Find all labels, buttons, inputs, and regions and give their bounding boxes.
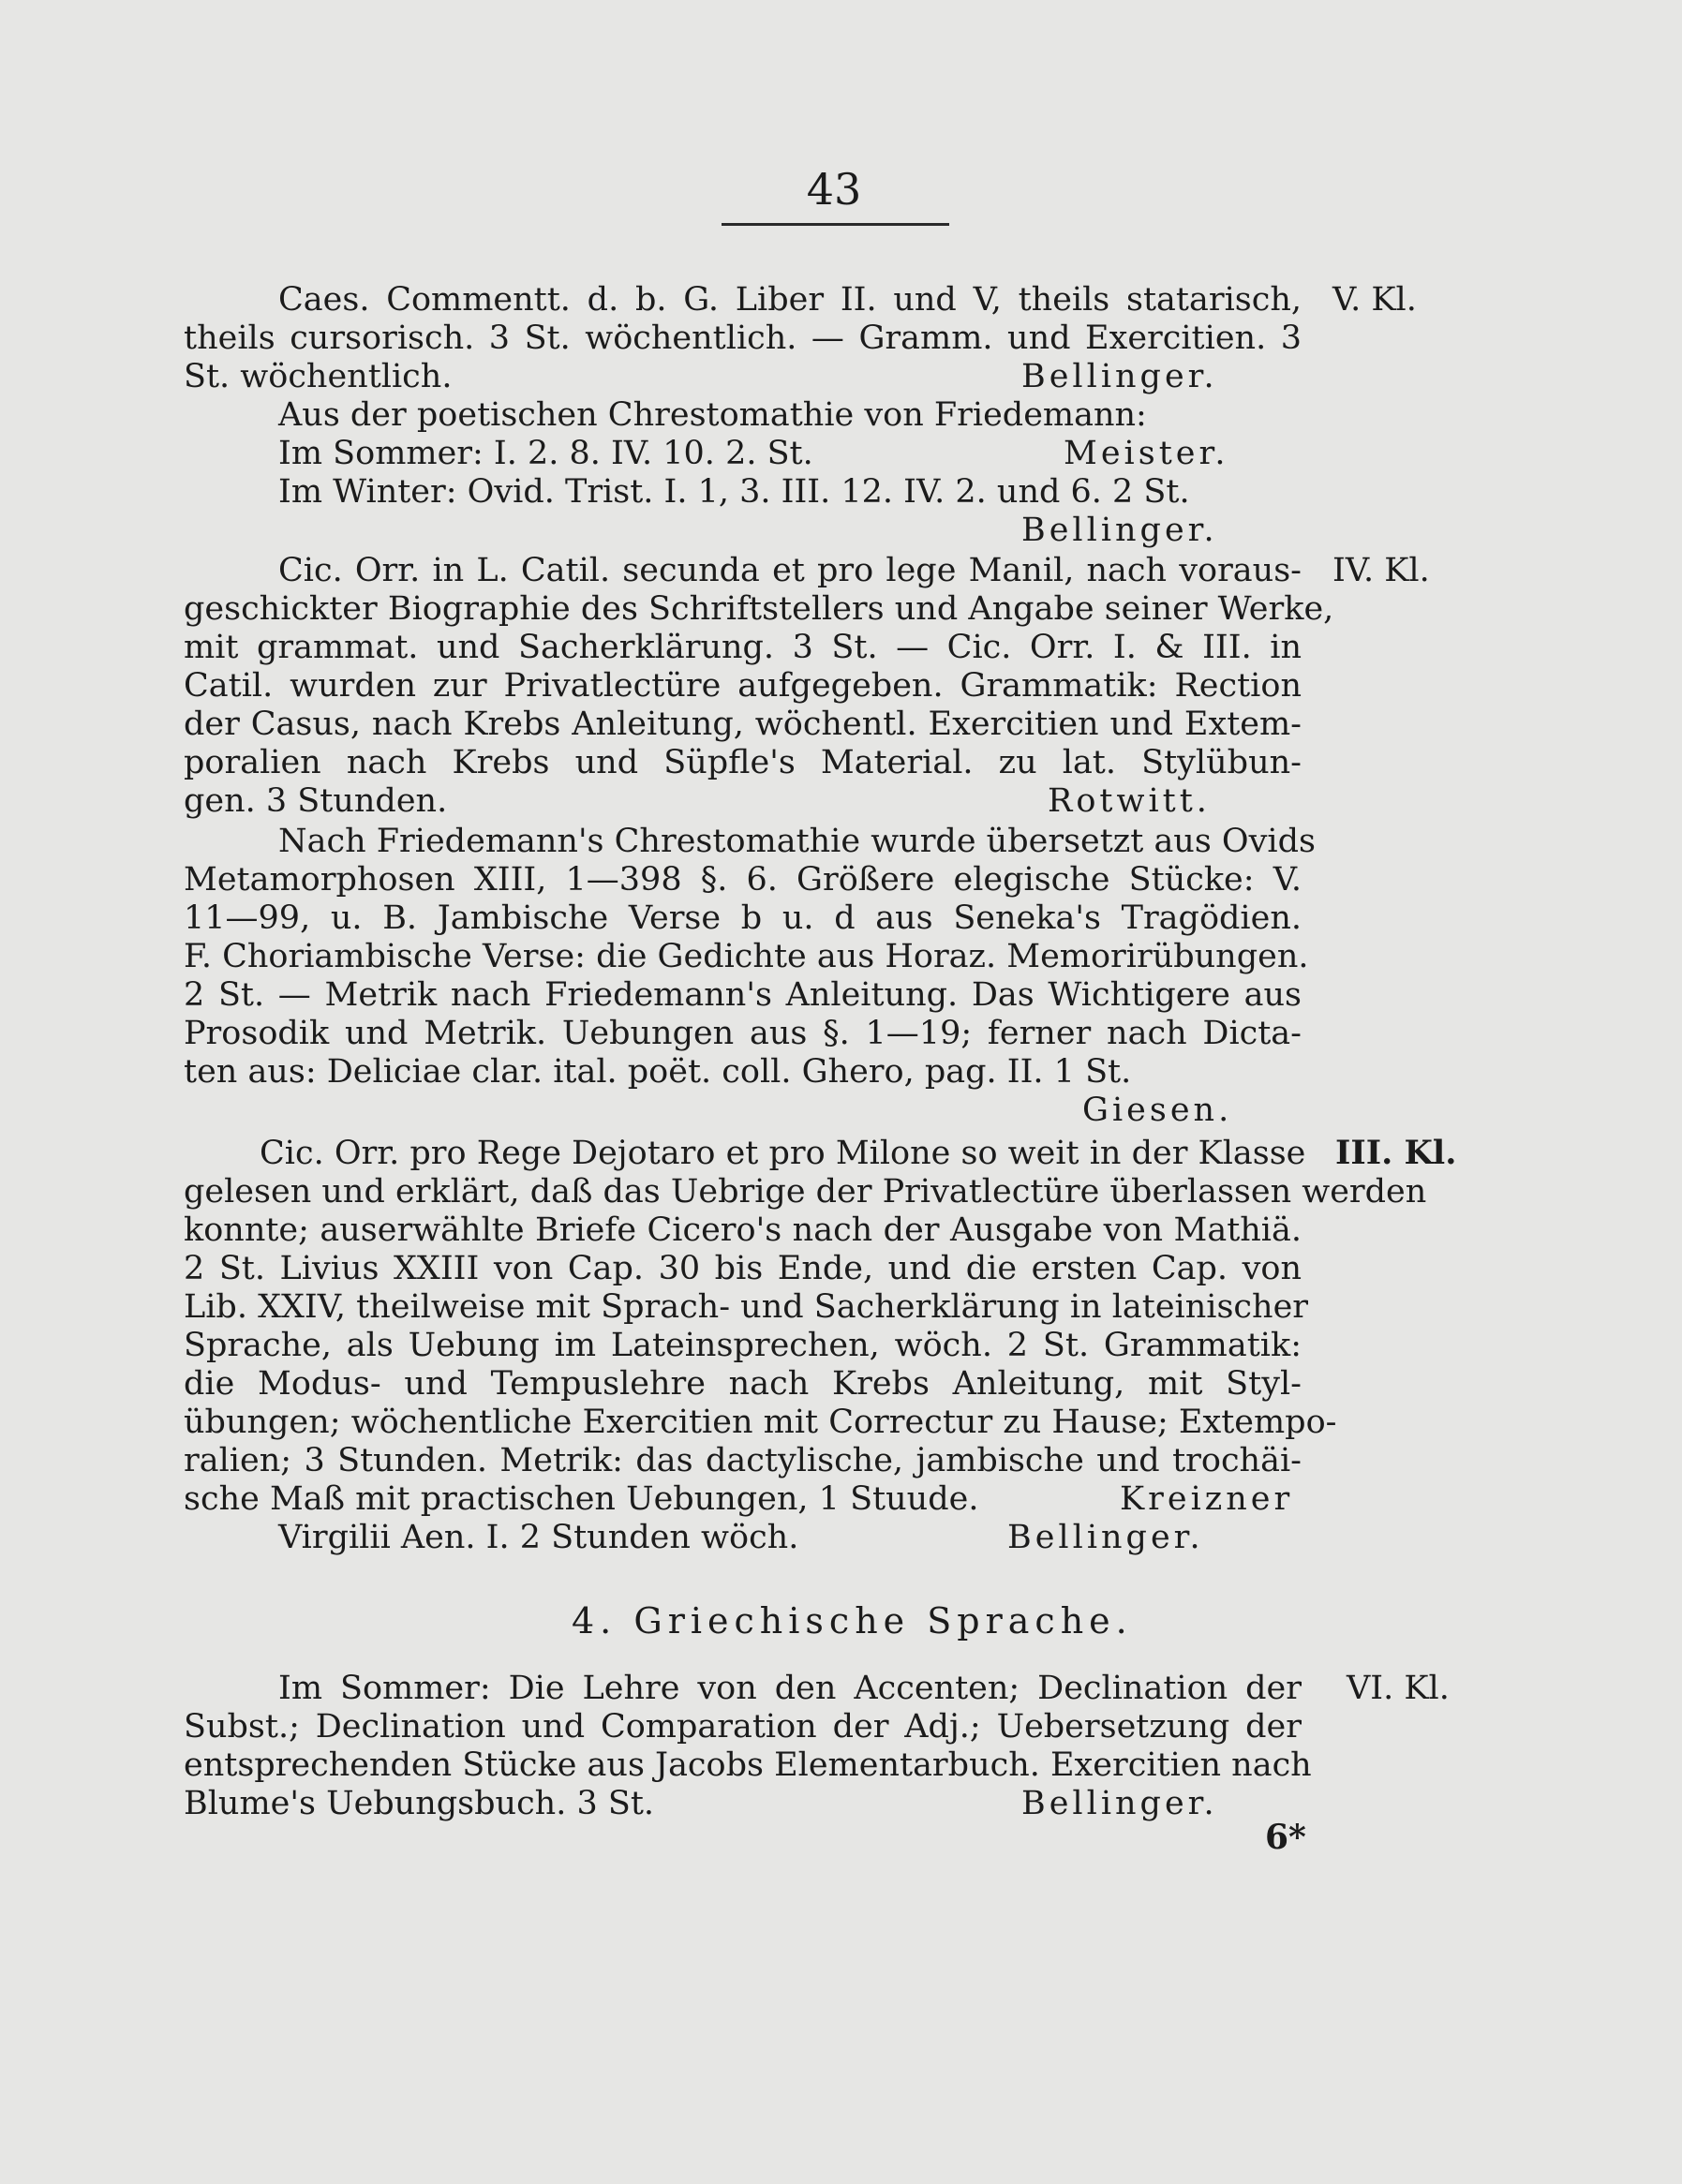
rege-line-2: gelesen und erklärt, daß das Uebrige der Privatlectüre überlassen werden bbox=[184, 1173, 1427, 1211]
rege-line-6: Sprache, als Uebung im Lateinsprechen, wöch. 2 St. Grammatik: bbox=[184, 1327, 1302, 1364]
rege-line-7: die Modus- und Tempuslehre nach Krebs Anleitung, mit Styl- bbox=[184, 1365, 1302, 1403]
catil-line-7: gen. 3 Stunden. bbox=[184, 782, 448, 820]
greek-line-4: Blume's Uebungsbuch. 3 St. bbox=[184, 1785, 655, 1822]
caesar-line-2: theils cursorisch. 3 St. wöchentlich. — Gramm. und Exercitien. 3 bbox=[184, 319, 1302, 357]
rege-line-3: konnte; auserwählte Briefe Cicero's nach der Ausgabe von Mathiä. bbox=[184, 1211, 1302, 1249]
greek-line-3: entsprechenden Stücke aus Jacobs Elementarbuch. Exercitien nach bbox=[184, 1746, 1312, 1784]
rege-teacher: Kreizner bbox=[1120, 1480, 1294, 1518]
ovid-line-4: F. Choriambische Verse: die Gedichte aus Horaz. Memorirübungen. bbox=[184, 938, 1309, 975]
rege-line-4: 2 St. Livius XXIII von Cap. 30 bis Ende, und die ersten Cap. von bbox=[184, 1250, 1302, 1287]
greek-line-1: Im Sommer: Die Lehre von den Accenten; Declination der bbox=[278, 1670, 1302, 1707]
section-heading-greek: 4. Griechische Sprache. bbox=[572, 1600, 1133, 1642]
summer-teacher: Meister. bbox=[1064, 435, 1229, 472]
rege-line-10: sche Maß mit practischen Uebungen, 1 Stuude. bbox=[184, 1480, 979, 1518]
page-number: 43 bbox=[806, 164, 862, 215]
greek-class-mark: VI. Kl. bbox=[1347, 1670, 1450, 1707]
catil-line-2: geschickter Biographie des Schriftstellers und Angabe seiner Werke, bbox=[184, 590, 1334, 628]
greek-line-2: Subst.; Declination und Comparation der Adj.; Uebersetzung der bbox=[184, 1708, 1302, 1746]
ovid-line-5: 2 St. — Metrik nach Friedemann's Anleitung. Das Wichtigere aus bbox=[184, 976, 1302, 1014]
rege-line-5: Lib. XXIV, theilweise mit Sprach- und Sacherklärung in lateinischer bbox=[184, 1288, 1309, 1326]
catil-line-6: poralien nach Krebs und Süpfle's Material. zu lat. Stylübun- bbox=[184, 744, 1302, 781]
rege-class-mark: III. Kl. bbox=[1335, 1134, 1457, 1172]
ovid-line-7: ten aus: Deliciae clar. ital. poët. coll. Ghero, pag. II. 1 St. bbox=[184, 1053, 1132, 1091]
summer-line: Im Sommer: I. 2. 8. IV. 10. 2. St. bbox=[278, 435, 813, 472]
ovid-line-3: 11—99, u. B. Jambische Verse b u. d aus Seneka's Tragödien. bbox=[184, 899, 1302, 937]
catil-line-3: mit grammat. und Sacherklärung. 3 St. — Cic. Orr. I. & III. in bbox=[184, 629, 1302, 666]
header-rule bbox=[722, 223, 949, 226]
winter-teacher: Bellinger. bbox=[1021, 512, 1218, 549]
rege-line-9: ralien; 3 Stunden. Metrik: das dactylische, jambische und trochäi- bbox=[184, 1442, 1302, 1479]
ovid-line-1: Nach Friedemann's Chrestomathie wurde übersetzt aus Ovids bbox=[278, 823, 1316, 860]
caesar-class-mark: V. Kl. bbox=[1332, 281, 1417, 319]
poetic-intro: Aus der poetischen Chrestomathie von Friedemann: bbox=[278, 396, 1147, 434]
caesar-line-1: Caes. Commentt. d. b. G. Liber II. und V, theils statarisch, bbox=[278, 281, 1302, 319]
catil-line-1: Cic. Orr. in L. Catil. secunda et pro lege Manil, nach voraus- bbox=[278, 552, 1302, 589]
catil-line-4: Catil. wurden zur Privatlectüre aufgegeben. Grammatik: Rection bbox=[184, 667, 1302, 705]
ovid-line-2: Metamorphosen XIII, 1—398 §. 6. Größere elegische Stücke: V. bbox=[184, 861, 1302, 899]
sheet-signature: 6* bbox=[1265, 1818, 1306, 1857]
caesar-line-3: St. wöchentlich. bbox=[184, 358, 453, 395]
rege-line-8: übungen; wöchentliche Exercitien mit Correctur zu Hause; Extempo- bbox=[184, 1404, 1337, 1441]
rege-line-1: Cic. Orr. pro Rege Dejotaro et pro Milone so weit in der Klasse bbox=[260, 1135, 1306, 1172]
ovid-teacher: Giesen. bbox=[1082, 1092, 1233, 1129]
greek-teacher: Bellinger. bbox=[1021, 1785, 1218, 1822]
catil-teacher: Rotwitt. bbox=[1048, 782, 1211, 820]
winter-line: Im Winter: Ovid. Trist. I. 1, 3. III. 12. IV. 2. und 6. 2 St. bbox=[278, 473, 1190, 511]
virgil-teacher: Bellinger. bbox=[1007, 1519, 1204, 1556]
ovid-line-6: Prosodik und Metrik. Uebungen aus §. 1—19; ferner nach Dicta- bbox=[184, 1015, 1302, 1052]
caesar-teacher: Bellinger. bbox=[1021, 358, 1218, 395]
virgil-line: Virgilii Aen. I. 2 Stunden wöch. bbox=[278, 1519, 799, 1556]
catil-line-5: der Casus, nach Krebs Anleitung, wöchentl. Exercitien und Extem- bbox=[184, 706, 1302, 743]
catil-class-mark: IV. Kl. bbox=[1332, 552, 1430, 589]
